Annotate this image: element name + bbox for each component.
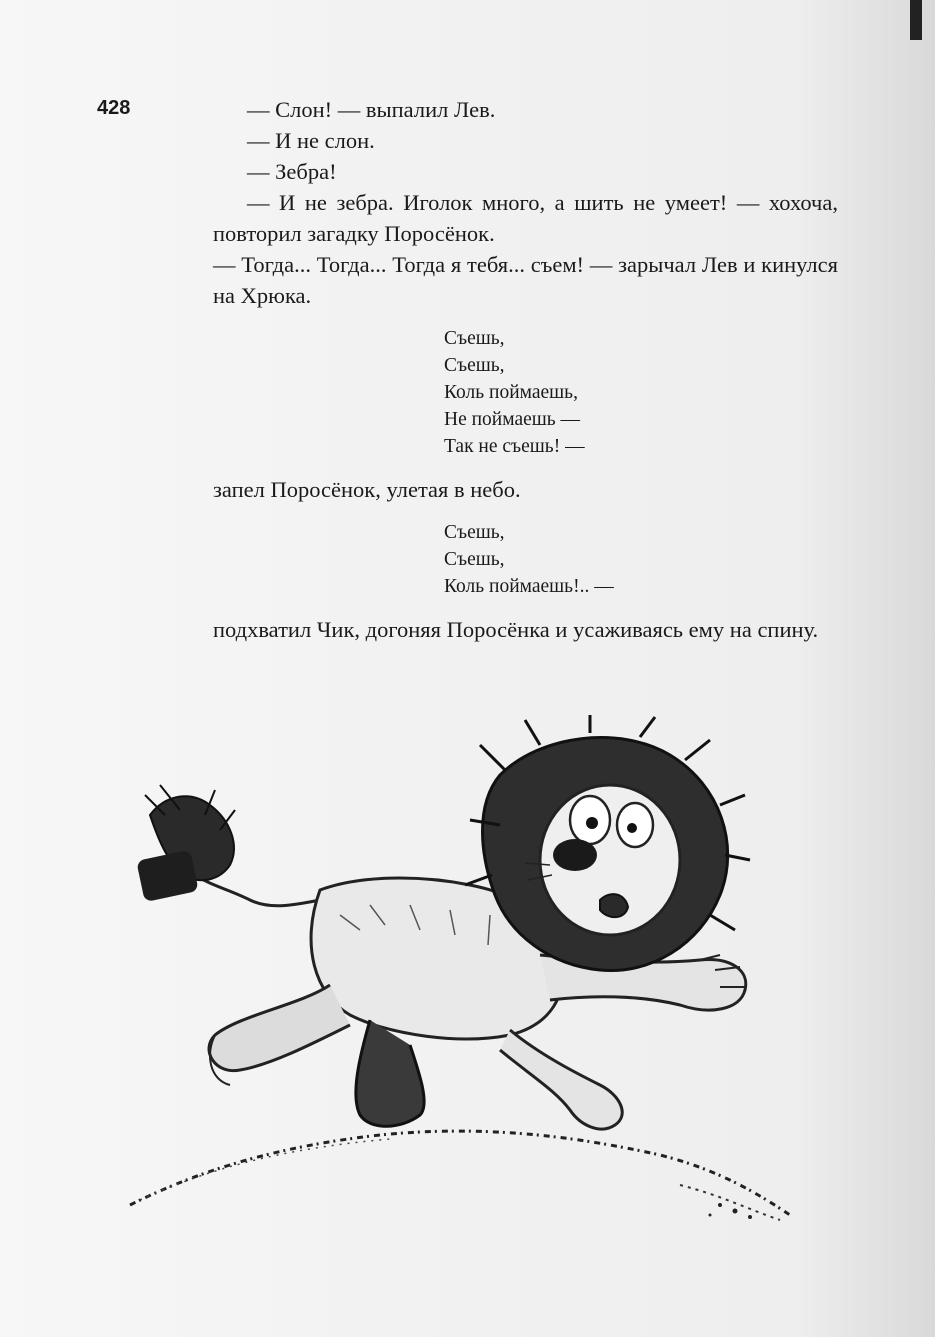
verse-line: Так не съешь! —: [444, 436, 585, 457]
ground-icon: [130, 1131, 790, 1220]
verse-line: Коль поймаешь,: [444, 382, 578, 403]
page-edge-shadow: [910, 0, 922, 40]
verse-line: Коль поймаешь!.. —: [444, 576, 614, 597]
dialogue-line: — И не зебра. Иголок много, а шить не умеет! — хохоча, повторил загадку Поросёнок.: [213, 190, 838, 246]
dialogue-line: — И не слон.: [247, 128, 375, 153]
narration-line: подхватил Чик, догоняя Поросёнка и усаживаясь ему на спину.: [213, 617, 819, 642]
verse-line: Съешь,: [444, 355, 505, 376]
verse-line: Съешь,: [444, 522, 505, 543]
verse-line: Съешь,: [444, 328, 505, 349]
verse-line: Не поймаешь —: [444, 409, 581, 430]
running-lion-illustration: [120, 715, 810, 1225]
story-text: [213, 94, 838, 645]
page-number: 428: [97, 97, 131, 119]
song-verse-2: [444, 519, 838, 600]
verse-line: Съешь,: [444, 549, 505, 570]
dialogue-line: — Зебра!: [247, 159, 337, 184]
narration-line: запел Поросёнок, улетая в небо.: [213, 477, 521, 502]
dialogue-line: — Слон! — выпалил Лев.: [247, 97, 496, 122]
dialogue-line: — Тогда... Тогда... Тогда я тебя... съем! — зарычал Лев и кинулся на Хрюка.: [213, 252, 838, 308]
song-verse-1: [444, 325, 838, 460]
tail-icon: [136, 785, 320, 906]
